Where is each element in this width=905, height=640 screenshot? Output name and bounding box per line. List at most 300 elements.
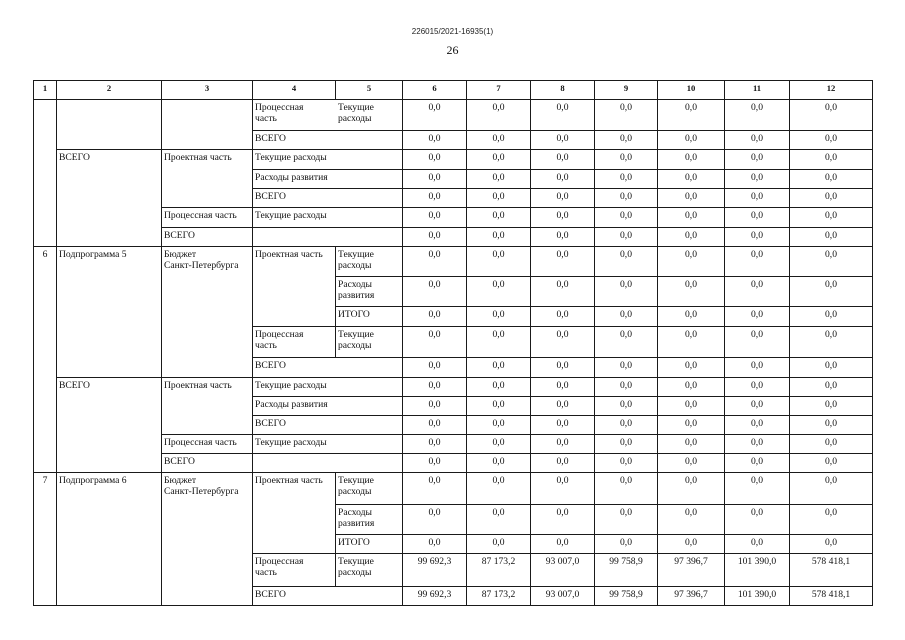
row-label-c2: ВСЕГО [59, 152, 90, 163]
table-cell-value: 0,0 [751, 329, 763, 340]
table-cell-value: 0,0 [492, 475, 505, 486]
column-header-3: 3 [204, 83, 210, 93]
table-grid-line [33, 605, 873, 606]
table-cell-value: 0,0 [492, 437, 505, 448]
row-label-c4: Текущие расходы [255, 380, 327, 391]
table-cell-value: 0,0 [620, 329, 632, 340]
row-label-c4: Проектная часть [255, 475, 323, 486]
table-grid-line [161, 453, 403, 454]
column-header-7: 7 [496, 83, 501, 93]
table-cell-value: 0,0 [825, 133, 837, 144]
table-grid-line [402, 434, 873, 435]
table-cell-value: 0,0 [620, 133, 632, 144]
table-cell-value: 0,0 [825, 507, 837, 518]
table-grid-line [161, 377, 253, 378]
table-grid-line [252, 80, 253, 100]
table-grid-line [252, 357, 403, 358]
table-cell-value: 0,0 [620, 309, 632, 320]
table-cell-value: 0,0 [620, 230, 632, 241]
row-label-c1: 6 [42, 249, 48, 260]
table-cell-value: 0,0 [620, 191, 632, 202]
table-grid-line [402, 99, 403, 606]
table-grid-line [161, 246, 253, 247]
table-cell-value: 0,0 [685, 172, 697, 183]
row-label-c4: ВСЕГО [255, 191, 286, 202]
table-grid-line [335, 99, 403, 100]
table-grid-line [402, 130, 873, 131]
table-cell-value: 0,0 [428, 309, 441, 320]
table-grid-line [252, 326, 336, 327]
table-cell-value: 0,0 [751, 249, 763, 260]
table-grid-line [252, 169, 403, 170]
table-grid-line [252, 377, 403, 378]
row-label-c5: Текущие расходы [338, 475, 374, 497]
table-grid-line [161, 472, 253, 473]
table-cell-value: 0,0 [685, 309, 697, 320]
table-cell-value: 0,0 [825, 210, 837, 221]
table-grid-line [402, 586, 873, 587]
table-grid-line [789, 99, 790, 606]
table-cell-value: 0,0 [556, 380, 569, 391]
table-cell-value: 0,0 [620, 249, 632, 260]
table-cell-value: 0,0 [428, 230, 441, 241]
document-registration-number: 226015/2021-16935(1) [411, 27, 494, 36]
table-grid-line [335, 534, 336, 554]
table-grid-line [252, 472, 336, 473]
table-grid-line [161, 80, 162, 100]
table-cell-value: 0,0 [685, 537, 697, 548]
table-cell-value: 99 758,9 [609, 589, 643, 600]
table-grid-line [252, 99, 253, 606]
row-label-c5: Текущие расходы [338, 102, 374, 124]
table-cell-value: 0,0 [620, 456, 632, 467]
row-label-c3: Бюджет Санкт-Петербурга [164, 475, 239, 497]
table-cell-value: 0,0 [825, 537, 837, 548]
table-cell-value: 0,0 [428, 191, 441, 202]
table-cell-value: 0,0 [492, 360, 505, 371]
table-cell-value: 0,0 [556, 102, 569, 113]
table-cell-value: 97 396,7 [674, 556, 708, 567]
table-cell-value: 0,0 [825, 152, 837, 163]
table-cell-value: 0,0 [492, 399, 505, 410]
table-cell-value: 0,0 [492, 507, 505, 518]
table-cell-value: 0,0 [751, 507, 763, 518]
table-cell-value: 0,0 [556, 230, 569, 241]
table-grid-line [402, 246, 873, 247]
table-grid-line [252, 246, 336, 247]
table-cell-value: 0,0 [825, 279, 837, 290]
table-cell-value: 0,0 [620, 210, 632, 221]
row-label-c5: ИТОГО [338, 537, 370, 548]
row-label-c5: Расходы развития [338, 279, 375, 301]
table-grid-line [335, 276, 336, 307]
table-cell-value: 0,0 [556, 437, 569, 448]
table-cell-value: 0,0 [685, 152, 697, 163]
table-grid-line [402, 504, 873, 505]
table-cell-value: 0,0 [825, 309, 837, 320]
table-grid-line [402, 472, 873, 473]
row-label-c4: Процессная часть [255, 102, 304, 124]
table-cell-value: 0,0 [751, 475, 763, 486]
row-label-c4: ВСЕГО [255, 133, 286, 144]
table-grid-line [402, 207, 873, 208]
table-cell-value: 0,0 [556, 418, 569, 429]
table-cell-value: 0,0 [556, 152, 569, 163]
table-cell-value: 0,0 [428, 133, 441, 144]
table-cell-value: 0,0 [428, 360, 441, 371]
table-cell-value: 0,0 [428, 210, 441, 221]
table-cell-value: 0,0 [751, 279, 763, 290]
table-grid-line [335, 504, 336, 535]
table-grid-line [466, 80, 467, 100]
table-grid-line [402, 357, 873, 358]
table-grid-line [402, 453, 873, 454]
row-label-c5: Текущие расходы [338, 556, 374, 578]
table-cell-value: 0,0 [620, 279, 632, 290]
table-cell-value: 0,0 [685, 230, 697, 241]
table-cell-value: 0,0 [751, 133, 763, 144]
table-cell-value: 0,0 [492, 279, 505, 290]
table-cell-value: 0,0 [492, 133, 505, 144]
row-label-c4: Текущие расходы [255, 437, 327, 448]
table-grid-line [530, 80, 531, 100]
table-cell-value: 0,0 [751, 191, 763, 202]
table-cell-value: 0,0 [685, 279, 697, 290]
column-header-8: 8 [560, 83, 565, 93]
table-grid-line [335, 276, 403, 277]
column-header-2: 2 [106, 83, 112, 93]
table-grid-line [335, 472, 403, 473]
row-label-c4: Проектная часть [255, 249, 323, 260]
table-cell-value: 0,0 [825, 418, 837, 429]
table-grid-line [56, 246, 162, 247]
table-cell-value: 0,0 [620, 418, 632, 429]
table-grid-line [252, 415, 403, 416]
table-grid-line [335, 306, 336, 327]
table-cell-value: 0,0 [751, 418, 763, 429]
table-cell-value: 0,0 [428, 152, 441, 163]
table-cell-value: 0,0 [825, 172, 837, 183]
table-grid-line [402, 415, 873, 416]
column-header-5: 5 [366, 83, 372, 93]
column-header-10: 10 [686, 83, 696, 93]
table-cell-value: 0,0 [492, 537, 505, 548]
table-cell-value: 0,0 [428, 380, 441, 391]
table-cell-value: 0,0 [556, 133, 569, 144]
table-grid-line [594, 80, 595, 100]
table-cell-value: 0,0 [428, 456, 441, 467]
table-cell-value: 0,0 [751, 230, 763, 241]
row-label-c3: Процессная часть [164, 437, 237, 448]
table-grid-line [33, 472, 57, 473]
table-cell-value: 0,0 [685, 456, 697, 467]
table-grid-line [335, 80, 336, 100]
row-label-c4: Текущие расходы [255, 210, 327, 221]
table-cell-value: 0,0 [685, 475, 697, 486]
table-cell-value: 0,0 [620, 475, 632, 486]
table-cell-value: 0,0 [556, 456, 569, 467]
table-grid-line [402, 326, 873, 327]
table-grid-line [789, 80, 790, 100]
table-grid-line [33, 80, 34, 100]
table-grid-line [335, 246, 403, 247]
table-grid-line [161, 99, 162, 606]
table-cell-value: 0,0 [428, 249, 441, 260]
table-cell-value: 0,0 [556, 191, 569, 202]
table-cell-value: 0,0 [825, 249, 837, 260]
table-grid-line [252, 586, 403, 587]
table-cell-value: 0,0 [751, 309, 763, 320]
table-grid-line [252, 130, 403, 131]
table-grid-line [56, 99, 57, 606]
table-cell-value: 101 390,0 [737, 556, 777, 567]
table-cell-value: 0,0 [685, 380, 697, 391]
row-label-c4: Процессная часть [255, 556, 304, 578]
table-grid-line [161, 207, 253, 208]
row-label-c2: Подпрограмма 5 [59, 249, 127, 260]
table-cell-value: 0,0 [428, 172, 441, 183]
table-grid-line [402, 227, 873, 228]
table-cell-value: 0,0 [685, 437, 697, 448]
table-grid-line [872, 80, 873, 100]
table-grid-line [724, 99, 725, 606]
table-cell-value: 101 390,0 [737, 589, 777, 600]
row-label-c4: Текущие расходы [255, 152, 327, 163]
table-grid-line [335, 534, 403, 535]
table-cell-value: 0,0 [825, 230, 837, 241]
table-cell-value: 0,0 [492, 230, 505, 241]
table-grid-line [402, 276, 873, 277]
table-grid-line [335, 553, 403, 554]
column-header-1: 1 [42, 83, 48, 93]
column-header-4: 4 [291, 83, 297, 93]
table-grid-line [402, 553, 873, 554]
table-grid-line [252, 188, 403, 189]
column-header-11: 11 [752, 83, 762, 93]
table-cell-value: 0,0 [825, 360, 837, 371]
table-grid-line [161, 149, 253, 150]
row-label-c2: Подпрограмма 6 [59, 475, 127, 486]
table-grid-line [402, 80, 403, 100]
table-grid-line [252, 207, 403, 208]
table-cell-value: 0,0 [428, 102, 441, 113]
table-grid-line [402, 188, 873, 189]
table-grid-line [402, 149, 873, 150]
table-cell-value: 0,0 [620, 172, 632, 183]
column-header-12: 12 [826, 83, 836, 93]
row-label-c4: Процессная часть [255, 329, 304, 351]
table-cell-value: 0,0 [556, 172, 569, 183]
table-cell-value: 0,0 [556, 210, 569, 221]
row-label-c4: ВСЕГО [255, 418, 286, 429]
table-cell-value: 0,0 [556, 329, 569, 340]
table-grid-line [56, 80, 57, 100]
table-cell-value: 0,0 [492, 152, 505, 163]
table-cell-value: 93 007,0 [545, 589, 580, 600]
table-grid-line [724, 80, 725, 100]
table-grid-line [252, 553, 336, 554]
row-label-c3: Процессная часть [164, 210, 237, 221]
table-grid-line [252, 396, 403, 397]
table-cell-value: 0,0 [751, 437, 763, 448]
row-label-c1: 7 [42, 475, 48, 486]
table-cell-value: 0,0 [685, 399, 697, 410]
row-label-c5: ИТОГО [338, 309, 370, 320]
table-cell-value: 0,0 [825, 437, 837, 448]
page-number: 26 [446, 43, 459, 57]
table-cell-value: 0,0 [556, 507, 569, 518]
table-cell-value: 97 396,7 [674, 589, 708, 600]
table-cell-value: 0,0 [825, 329, 837, 340]
table-cell-value: 0,0 [685, 418, 697, 429]
table-grid-line [335, 504, 403, 505]
table-cell-value: 0,0 [428, 399, 441, 410]
table-cell-value: 0,0 [428, 329, 441, 340]
table-cell-value: 0,0 [428, 279, 441, 290]
table-cell-value: 0,0 [492, 191, 505, 202]
table-grid-line [335, 326, 403, 327]
table-cell-value: 0,0 [751, 360, 763, 371]
table-cell-value: 0,0 [620, 399, 632, 410]
table-cell-value: 0,0 [620, 360, 632, 371]
table-grid-line [657, 99, 658, 606]
table-cell-value: 0,0 [492, 418, 505, 429]
table-cell-value: 87 173,2 [481, 556, 516, 567]
table-grid-line [466, 99, 467, 606]
table-cell-value: 0,0 [751, 172, 763, 183]
table-cell-value: 0,0 [751, 456, 763, 467]
table-cell-value: 0,0 [492, 172, 505, 183]
table-cell-value: 0,0 [428, 437, 441, 448]
table-cell-value: 0,0 [825, 475, 837, 486]
table-cell-value: 0,0 [825, 380, 837, 391]
table-cell-value: 99 758,9 [609, 556, 643, 567]
table-cell-value: 0,0 [492, 309, 505, 320]
table-cell-value: 99 692,3 [417, 556, 452, 567]
table-grid-line [56, 149, 162, 150]
table-grid-line [402, 377, 873, 378]
table-cell-value: 0,0 [751, 152, 763, 163]
table-cell-value: 0,0 [685, 360, 697, 371]
row-label-c3: ВСЕГО [164, 456, 195, 467]
table-grid-line [335, 472, 336, 505]
table-grid-line [252, 434, 403, 435]
table-cell-value: 0,0 [428, 507, 441, 518]
table-cell-value: 99 692,3 [417, 589, 452, 600]
row-label-c3: Проектная часть [164, 152, 232, 163]
table-grid-line [161, 227, 403, 228]
table-cell-value: 0,0 [620, 437, 632, 448]
table-cell-value: 0,0 [825, 102, 837, 113]
row-label-c5: Расходы развития [338, 507, 375, 529]
table-cell-value: 87 173,2 [481, 589, 516, 600]
row-label-c4: Расходы развития [255, 399, 328, 410]
table-cell-value: 0,0 [751, 399, 763, 410]
table-grid-line [402, 396, 873, 397]
table-grid-line [335, 246, 336, 277]
table-cell-value: 0,0 [685, 102, 697, 113]
table-cell-value: 0,0 [751, 210, 763, 221]
table-grid-line [33, 99, 34, 606]
table-cell-value: 0,0 [685, 507, 697, 518]
table-cell-value: 0,0 [492, 329, 505, 340]
table-cell-value: 0,0 [825, 191, 837, 202]
table-cell-value: 0,0 [492, 210, 505, 221]
table-cell-value: 0,0 [556, 279, 569, 290]
row-label-c3: Бюджет Санкт-Петербурга [164, 249, 239, 271]
row-label-c3: Проектная часть [164, 380, 232, 391]
table-grid-line [33, 246, 57, 247]
table-grid-line [402, 169, 873, 170]
table-cell-value: 0,0 [492, 380, 505, 391]
table-cell-value: 0,0 [492, 249, 505, 260]
table-cell-value: 0,0 [492, 102, 505, 113]
table-cell-value: 0,0 [620, 507, 632, 518]
row-label-c4: Расходы развития [255, 172, 328, 183]
table-cell-value: 0,0 [620, 152, 632, 163]
table-cell-value: 0,0 [492, 456, 505, 467]
table-cell-value: 0,0 [556, 537, 569, 548]
table-cell-value: 578 418,1 [811, 556, 851, 567]
row-label-c4: ВСЕГО [255, 589, 286, 600]
table-cell-value: 0,0 [620, 380, 632, 391]
row-label-c5: Текущие расходы [338, 329, 374, 351]
table-grid-line [872, 99, 873, 606]
table-grid-line [252, 149, 403, 150]
row-label-c2: ВСЕГО [59, 380, 90, 391]
row-label-c3: ВСЕГО [164, 230, 195, 241]
table-grid-line [402, 99, 873, 100]
table-cell-value: 93 007,0 [545, 556, 580, 567]
table-cell-value: 0,0 [685, 133, 697, 144]
row-label-c4: ВСЕГО [255, 360, 286, 371]
table-cell-value: 0,0 [428, 418, 441, 429]
table-cell-value: 0,0 [685, 210, 697, 221]
row-label-c5: Текущие расходы [338, 249, 374, 271]
table-grid-line [530, 99, 531, 606]
table-grid-line [335, 306, 403, 307]
table-cell-value: 0,0 [620, 102, 632, 113]
table-cell-value: 0,0 [556, 309, 569, 320]
table-grid-line [594, 99, 595, 606]
table-cell-value: 0,0 [428, 537, 441, 548]
table-cell-value: 0,0 [620, 537, 632, 548]
table-grid-line [402, 306, 873, 307]
table-cell-value: 0,0 [751, 102, 763, 113]
table-cell-value: 0,0 [428, 475, 441, 486]
table-grid-line [402, 534, 873, 535]
table-cell-value: 0,0 [751, 537, 763, 548]
table-cell-value: 0,0 [556, 399, 569, 410]
table-grid-line [335, 553, 336, 587]
table-cell-value: 0,0 [556, 475, 569, 486]
column-header-6: 6 [432, 83, 437, 93]
table-grid-line [56, 472, 162, 473]
table-cell-value: 0,0 [685, 329, 697, 340]
table-cell-value: 578 418,1 [811, 589, 851, 600]
table-cell-value: 0,0 [556, 360, 569, 371]
table-grid-line [657, 80, 658, 100]
table-cell-value: 0,0 [685, 191, 697, 202]
table-grid-line [161, 434, 253, 435]
column-header-9: 9 [623, 83, 629, 93]
table-cell-value: 0,0 [751, 380, 763, 391]
table-cell-value: 0,0 [825, 456, 837, 467]
table-grid-line [56, 377, 162, 378]
table-cell-value: 0,0 [685, 249, 697, 260]
table-cell-value: 0,0 [825, 399, 837, 410]
table-grid-line [33, 80, 873, 81]
